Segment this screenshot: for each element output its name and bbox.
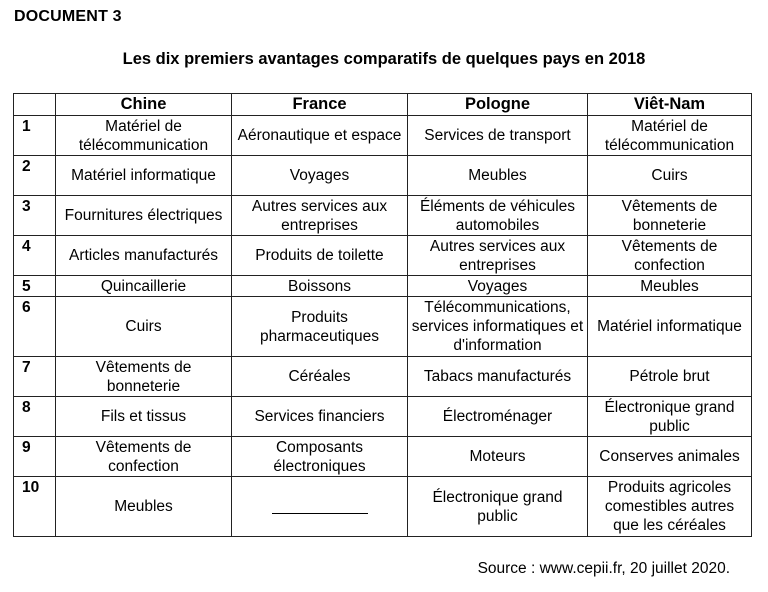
header-france: France — [232, 94, 408, 116]
table-row — [14, 297, 752, 357]
cell-chine: Cuirs — [56, 297, 232, 357]
rank-cell: 6 — [14, 297, 56, 357]
table-row — [14, 156, 752, 196]
cell-france: Voyages — [232, 156, 408, 196]
rank-cell: 3 — [14, 196, 56, 236]
rank-cell: 8 — [14, 397, 56, 437]
cell-france: Aéronautique et espace — [232, 116, 408, 156]
cell-pologne: Électronique grand public — [408, 477, 588, 537]
cell-vietnam: Électronique grand public — [588, 397, 752, 437]
cell-chine: Vêtements de bonneterie — [56, 357, 232, 397]
cell-france: Composants électroniques — [232, 437, 408, 477]
header-pologne: Pologne — [408, 94, 588, 116]
cell-vietnam: Produits agricoles comestibles autres que les céréales — [588, 477, 752, 537]
cell-france: Services financiers — [232, 397, 408, 437]
cell-chine: Matériel informatique — [56, 156, 232, 196]
table-row — [14, 477, 752, 537]
cell-pologne: Télécommunications, services informatiques et d'information — [408, 297, 588, 357]
cell-france: Produits de toilette — [232, 236, 408, 276]
rank-cell: 1 — [14, 116, 56, 156]
rank-cell: 9 — [14, 437, 56, 477]
cell-france: Autres services aux entreprises — [232, 196, 408, 236]
cell-vietnam: Vêtements de bonneterie — [588, 196, 752, 236]
rank-cell: 5 — [14, 276, 56, 297]
cell-pologne: Tabacs manufacturés — [408, 357, 588, 397]
table-row — [14, 236, 752, 276]
cell-vietnam: Meubles — [588, 276, 752, 297]
cell-pologne: Meubles — [408, 156, 588, 196]
table-row — [14, 196, 752, 236]
document-title: Les dix premiers avantages comparatifs de quelques pays en 2018 — [122, 50, 646, 68]
cell-vietnam: Pétrole brut — [588, 357, 752, 397]
empty-cell-line — [272, 499, 368, 514]
header-chine: Chine — [56, 94, 232, 116]
source-note: Source : www.cepii.fr, 20 juillet 2020. — [477, 560, 730, 577]
table-row — [14, 357, 752, 397]
rank-cell: 10 — [14, 477, 56, 537]
cell-chine: Matériel de télécommunication — [56, 116, 232, 156]
table-header-row — [14, 94, 752, 116]
cell-chine: Quincaillerie — [56, 276, 232, 297]
header-vietnam: Viêt-Nam — [588, 94, 752, 116]
rank-cell: 4 — [14, 236, 56, 276]
cell-france: Boissons — [232, 276, 408, 297]
cell-vietnam: Conserves animales — [588, 437, 752, 477]
cell-france-empty — [232, 477, 408, 537]
cell-chine: Fils et tissus — [56, 397, 232, 437]
cell-france: Céréales — [232, 357, 408, 397]
table-row — [14, 397, 752, 437]
rank-cell: 2 — [14, 156, 56, 196]
table-row — [14, 116, 752, 156]
cell-pologne: Moteurs — [408, 437, 588, 477]
cell-vietnam: Cuirs — [588, 156, 752, 196]
cell-chine: Vêtements de confection — [56, 437, 232, 477]
rank-cell: 7 — [14, 357, 56, 397]
cell-vietnam: Matériel de télécommunication — [588, 116, 752, 156]
table-row — [14, 437, 752, 477]
document-label: DOCUMENT 3 — [14, 8, 122, 25]
cell-chine: Meubles — [56, 477, 232, 537]
cell-vietnam: Matériel informatique — [588, 297, 752, 357]
cell-pologne: Services de transport — [408, 116, 588, 156]
cell-france: Produits pharmaceutiques — [232, 297, 408, 357]
cell-pologne: Voyages — [408, 276, 588, 297]
header-rank — [14, 94, 56, 116]
cell-chine: Fournitures électriques — [56, 196, 232, 236]
cell-pologne: Éléments de véhicules automobiles — [408, 196, 588, 236]
cell-pologne: Électroménager — [408, 397, 588, 437]
table-row — [14, 276, 752, 297]
cell-pologne: Autres services aux entreprises — [408, 236, 588, 276]
comparative-advantages-table — [13, 93, 752, 537]
cell-vietnam: Vêtements de confection — [588, 236, 752, 276]
cell-chine: Articles manufacturés — [56, 236, 232, 276]
